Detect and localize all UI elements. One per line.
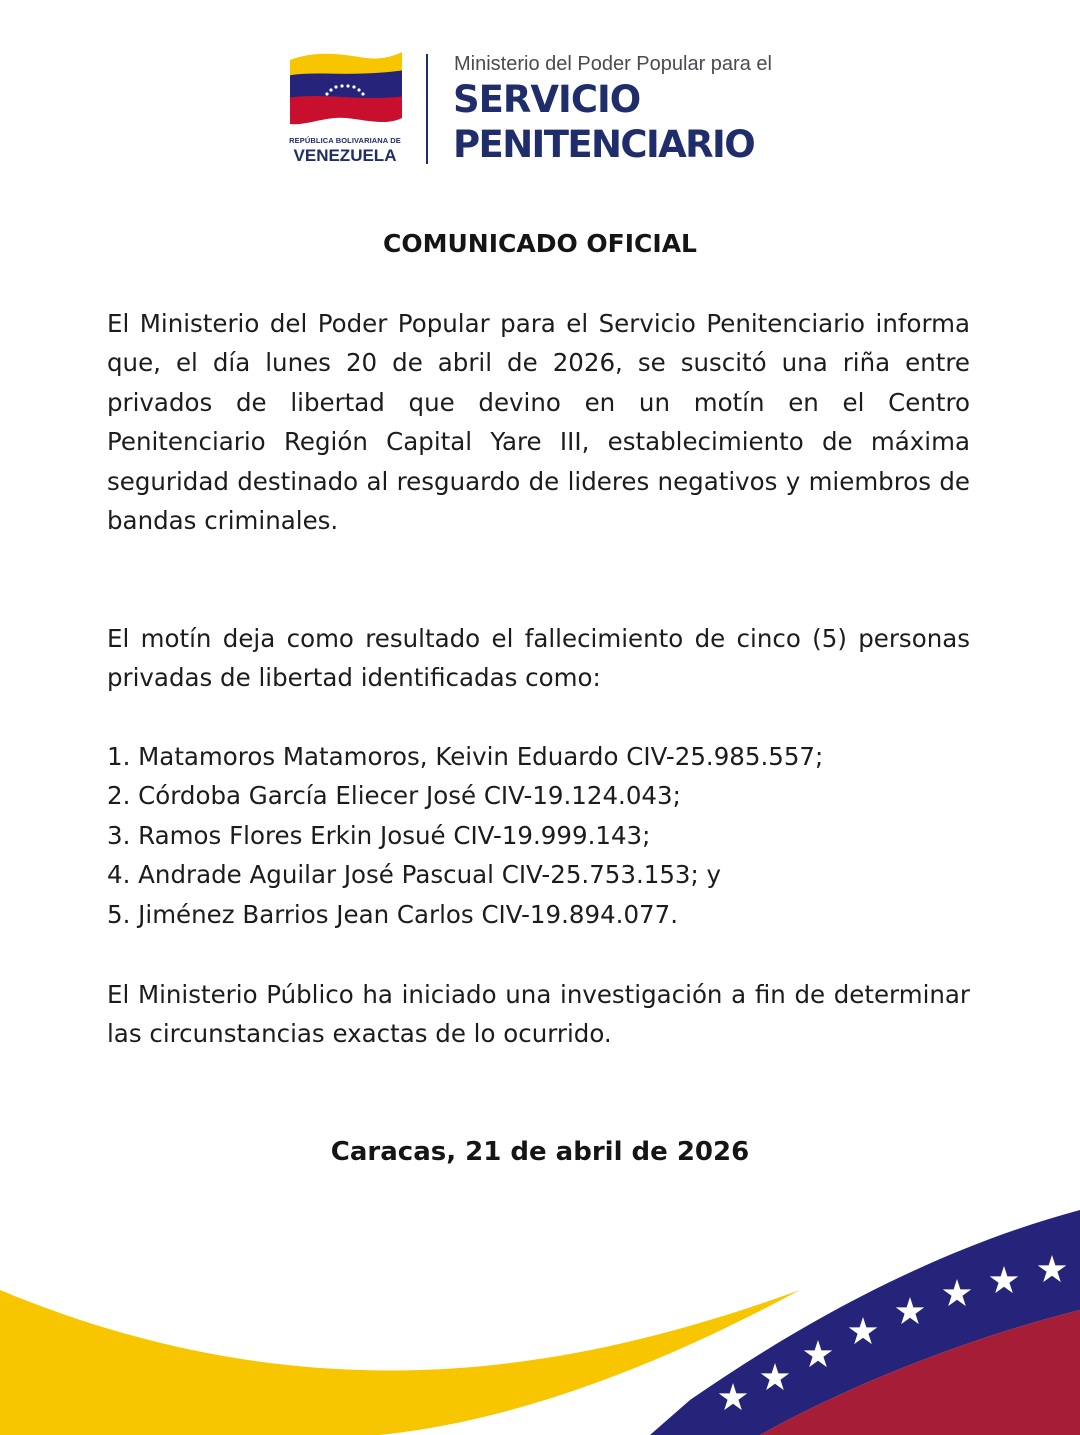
list-item: 3. Ramos Flores Erkin Josué CIV-19.999.143; <box>107 820 651 850</box>
paragraph-2: El motín deja como resultado el fallecimiento de cinco (5) personas privadas de libertad identificadas como: <box>107 624 970 693</box>
letterhead <box>0 0 1080 200</box>
republic-name: VENEZUELA <box>293 146 397 165</box>
list-item: 4. Andrade Aguilar José Pascual CIV-25.753.153; y <box>107 860 722 890</box>
logo-divider <box>426 54 428 164</box>
list-item: 1. Matamoros Matamoros, Keivin Eduardo CIV-25.985.557; <box>107 742 824 771</box>
ministry-prefix: Ministerio del Poder Popular para el <box>454 53 772 75</box>
list-item: 2. Córdoba García Eliecer José CIV-19.124.043; <box>107 781 681 811</box>
republic-small-label: REPÚBLICA BOLIVARIANA DE <box>289 136 401 145</box>
paragraph-3: El Ministerio Público ha iniciado una investigación a fin de determinar las circunstancias exactas de lo ocurrido. <box>107 980 970 1049</box>
venezuela-flag-logo <box>286 50 406 130</box>
ministry-name-line-2: PENITENCIARIO <box>453 123 755 166</box>
document-title: COMUNICADO OFICIAL <box>383 229 697 258</box>
footer-flag-decoration <box>0 1190 1080 1435</box>
ministry-name-line-1: SERVICIO <box>453 78 641 121</box>
list-item: 5. Jiménez Barrios Jean Carlos CIV-19.894.077. <box>107 899 679 929</box>
deceased-list <box>107 737 1007 934</box>
place-and-date: Caracas, 21 de abril de 2026 <box>330 1137 750 1167</box>
paragraph-1: El Ministerio del Poder Popular para el Servicio Penitenciario informa que, el día lunes 20 de abril de 2026, se suscitó una riña entre privados de libertad que devino en un motín en el Centro Penitenciario Región Capital Yare III, establecimiento de máxima seguridad destinado al resguardo de lideres negativos y miembros de bandas criminales. <box>107 309 970 536</box>
